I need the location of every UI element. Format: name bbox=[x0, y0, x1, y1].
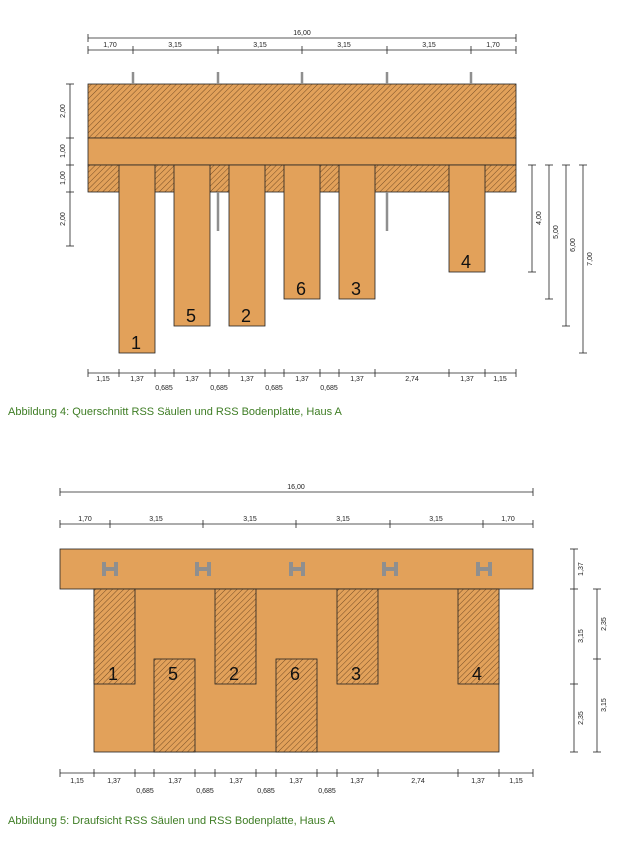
column-1 bbox=[119, 165, 155, 353]
fig1-bot-0: 1,15 bbox=[96, 376, 110, 383]
fig1-left-h-3: 2,00 bbox=[60, 212, 67, 226]
fig2-bot-2: 1,37 bbox=[168, 778, 182, 785]
fig1-depth-3: 7,00 bbox=[587, 252, 594, 266]
plan-column-label-1: 1 bbox=[108, 664, 119, 684]
column-label-4: 4 bbox=[461, 252, 472, 272]
fig1-left-h-0: 2,00 bbox=[60, 104, 67, 118]
fig1-right-dimensions bbox=[528, 165, 594, 353]
fig1-depth-0: 4,00 bbox=[536, 211, 543, 225]
fig2-top-dimensions bbox=[60, 484, 533, 528]
figure2-caption: Abbildung 5: Draufsicht RSS Säulen und RSS Bodenplatte, Haus A bbox=[8, 815, 336, 827]
fig1-top-seg-3: 3,15 bbox=[337, 42, 351, 49]
fig1-top-seg-2: 3,15 bbox=[253, 42, 267, 49]
fig1-bot-8: 1,15 bbox=[493, 376, 507, 383]
fig2-right-inner-0: 2,35 bbox=[601, 617, 608, 631]
fig1-depth-2: 6,00 bbox=[570, 238, 577, 252]
plan-column-label-5: 5 bbox=[168, 664, 179, 684]
fig2-right-inner-1: 3,15 bbox=[601, 698, 608, 712]
fig2-top-seg-0: 1,70 bbox=[78, 516, 92, 523]
fig2-bot-0: 1,15 bbox=[70, 778, 84, 785]
column-2 bbox=[229, 165, 265, 326]
fig2-bot-4: 1,37 bbox=[289, 778, 303, 785]
fig2-gap-3: 0,685 bbox=[318, 788, 336, 795]
fig2-gap-2: 0,685 bbox=[257, 788, 275, 795]
fig2-bot-8: 1,15 bbox=[509, 778, 523, 785]
cross-section-figure bbox=[88, 84, 516, 353]
plan-column-label-4: 4 bbox=[472, 664, 483, 684]
fig1-bot-1: 1,37 bbox=[130, 376, 144, 383]
fig2-gap-0: 0,685 bbox=[136, 788, 154, 795]
top-slab-hatched bbox=[88, 84, 516, 138]
fig2-top-seg-1: 3,15 bbox=[149, 516, 163, 523]
fig2-gap-1: 0,685 bbox=[196, 788, 214, 795]
column-label-3: 3 bbox=[351, 279, 362, 299]
fig2-top-seg-4: 3,15 bbox=[429, 516, 443, 523]
fig1-gap-1: 0,685 bbox=[210, 385, 228, 392]
fig2-bottom-dimensions bbox=[60, 769, 533, 795]
fig1-top-dimensions bbox=[88, 30, 516, 54]
fig1-gap-0: 0,685 bbox=[155, 385, 173, 392]
column-label-2: 2 bbox=[241, 306, 252, 326]
fig1-bot-7: 1,37 bbox=[460, 376, 474, 383]
fig1-top-seg-1: 3,15 bbox=[168, 42, 182, 49]
middle-slab bbox=[88, 138, 516, 165]
fig1-top-seg-4: 3,15 bbox=[422, 42, 436, 49]
fig1-bot-5: 1,37 bbox=[350, 376, 364, 383]
fig1-bot-4: 1,37 bbox=[295, 376, 309, 383]
fig2-bot-5: 1,37 bbox=[350, 778, 364, 785]
plan-view-figure bbox=[60, 549, 533, 752]
column-label-1: 1 bbox=[131, 333, 142, 353]
fig1-top-seg-5: 1,70 bbox=[486, 42, 500, 49]
fig1-gap-2: 0,685 bbox=[265, 385, 283, 392]
fig1-bot-2: 1,37 bbox=[185, 376, 199, 383]
column-label-5: 5 bbox=[186, 306, 197, 326]
fig2-bot-6: 2,74 bbox=[411, 778, 425, 785]
fig2-total-width: 16,00 bbox=[287, 484, 305, 491]
fig2-right-outer-2: 2,35 bbox=[578, 711, 585, 725]
fig2-bot-1: 1,37 bbox=[107, 778, 121, 785]
fig1-left-h-2: 1,00 bbox=[60, 171, 67, 185]
fig2-bot-7: 1,37 bbox=[471, 778, 485, 785]
fig2-right-outer-1: 3,15 bbox=[578, 629, 585, 643]
fig1-top-seg-0: 1,70 bbox=[103, 42, 117, 49]
column-label-6: 6 bbox=[296, 279, 307, 299]
plan-column-label-6: 6 bbox=[290, 664, 301, 684]
plan-column-label-2: 2 bbox=[229, 664, 240, 684]
fig2-top-seg-5: 1,70 bbox=[501, 516, 515, 523]
fig2-top-seg-3: 3,15 bbox=[336, 516, 350, 523]
fig2-right-dimensions bbox=[570, 549, 608, 752]
fig2-right-outer-0: 1,37 bbox=[578, 562, 585, 576]
fig1-depth-1: 5,00 bbox=[553, 225, 560, 239]
column-5 bbox=[174, 165, 210, 326]
fig1-bot-3: 1,37 bbox=[240, 376, 254, 383]
fig1-gap-3: 0,685 bbox=[320, 385, 338, 392]
fig2-top-seg-2: 3,15 bbox=[243, 516, 257, 523]
fig1-bot-6: 2,74 bbox=[405, 376, 419, 383]
fig1-total-width: 16,00 bbox=[293, 30, 311, 37]
fig1-bottom-dimensions bbox=[88, 369, 516, 392]
plan-column-label-3: 3 bbox=[351, 664, 362, 684]
fig2-bot-3: 1,37 bbox=[229, 778, 243, 785]
figure1-caption: Abbildung 4: Querschnitt RSS Säulen und RSS Bodenplatte, Haus A bbox=[8, 406, 342, 418]
fig1-left-dimensions bbox=[60, 84, 74, 246]
fig1-left-h-1: 1,00 bbox=[60, 144, 67, 158]
